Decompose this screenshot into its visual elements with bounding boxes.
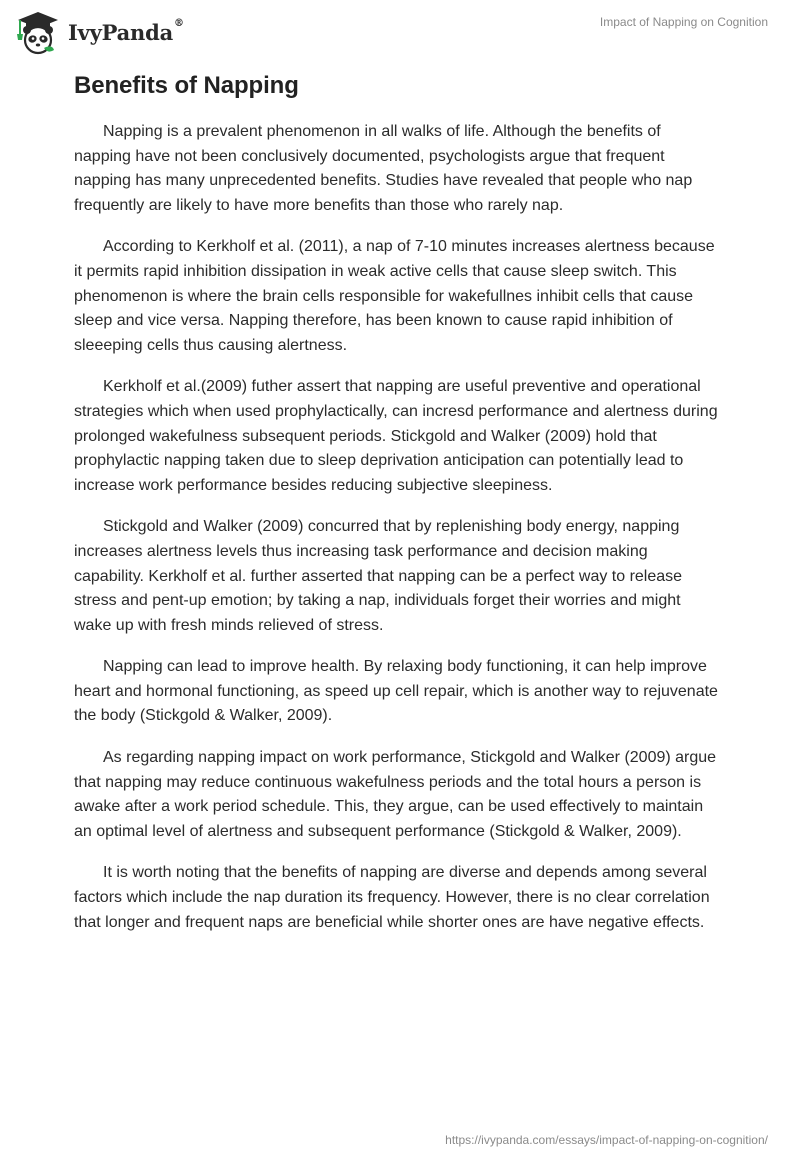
panda-graduation-cap-icon (14, 8, 62, 56)
paragraph: Stickgold and Walker (2009) concurred that by replenishing body energy, napping increases alertness levels thus increasing task performance and decision making capability. Kerkholf et al. further asserted that napping can be a perfect way to release stress and pent-up emotion; by taking a nap, individuals forget their worries and might wake up with fresh minds relieved of stress. (74, 518, 683, 634)
paragraph: It is worth noting that the benefits of napping are diverse and depends among several factors which include the nap duration its frequency. However, there is no clear correlation that longer and frequent naps are beneficial while shorter ones are have negative effects. (74, 864, 710, 931)
paragraph: Napping is a prevalent phenomenon in all walks of life. Although the benefits of napping have not been conclusively documented, psychologists argue that frequent napping has many unprecedented benefits. Studies have revealed that people who nap frequently are likely to have more benefits than those who rarely nap. (74, 123, 693, 214)
page-header (0, 0, 800, 64)
paragraph: Napping can lead to improve health. By relaxing body functioning, it can help improve heart and hormonal functioning, as speed up cell repair, which is another way to rejuvenate the body (Stickgold & Walker, 2009). (74, 658, 718, 725)
article-body (74, 72, 720, 952)
brand-logo[interactable] (14, 8, 184, 56)
section-heading: Benefits of Napping (74, 72, 299, 99)
document-title: Impact of Napping on Cognition (599, 15, 768, 29)
paragraph: Kerkholf et al.(2009) futher assert that napping are useful preventive and operational strategies which when used prophylactically, can incresd performance and alertness during prolonged wakefulness subsequent periods. Stickgold and Walker (2009) hold that prophylactic napping taken due to sleep deprivation anticipation can potentially lead to increase work performance besides reducing subjective sleepiness. (74, 378, 718, 494)
paragraph: According to Kerkholf et al. (2011), a nap of 7-10 minutes increases alertness because it permits rapid inhibition dissipation in weak active cells that cause sleep switch. This phenomenon is where the brain cells responsible for wakefullnes inhibit cells that cause sleep and vice versa. Napping therefore, has been known to cause rapid inhibition of sleeeping cells thus causing alertness. (74, 238, 715, 354)
brand-name: IvyPanda® (68, 17, 184, 45)
registered-mark: ® (174, 17, 184, 29)
paragraph: As regarding napping impact on work performance, Stickgold and Walker (2009) argue that napping may reduce continuous wakefulness periods and the total hours a person is awake after a work period schedule. This, they argue, can be used effectively to maintain an optimal level of alertness and subsequent performance (Stickgold & Walker, 2009). (74, 749, 717, 840)
source-url-link[interactable]: https://ivypanda.com/essays/impact-of-napping-on-cognition/ (445, 1133, 768, 1147)
